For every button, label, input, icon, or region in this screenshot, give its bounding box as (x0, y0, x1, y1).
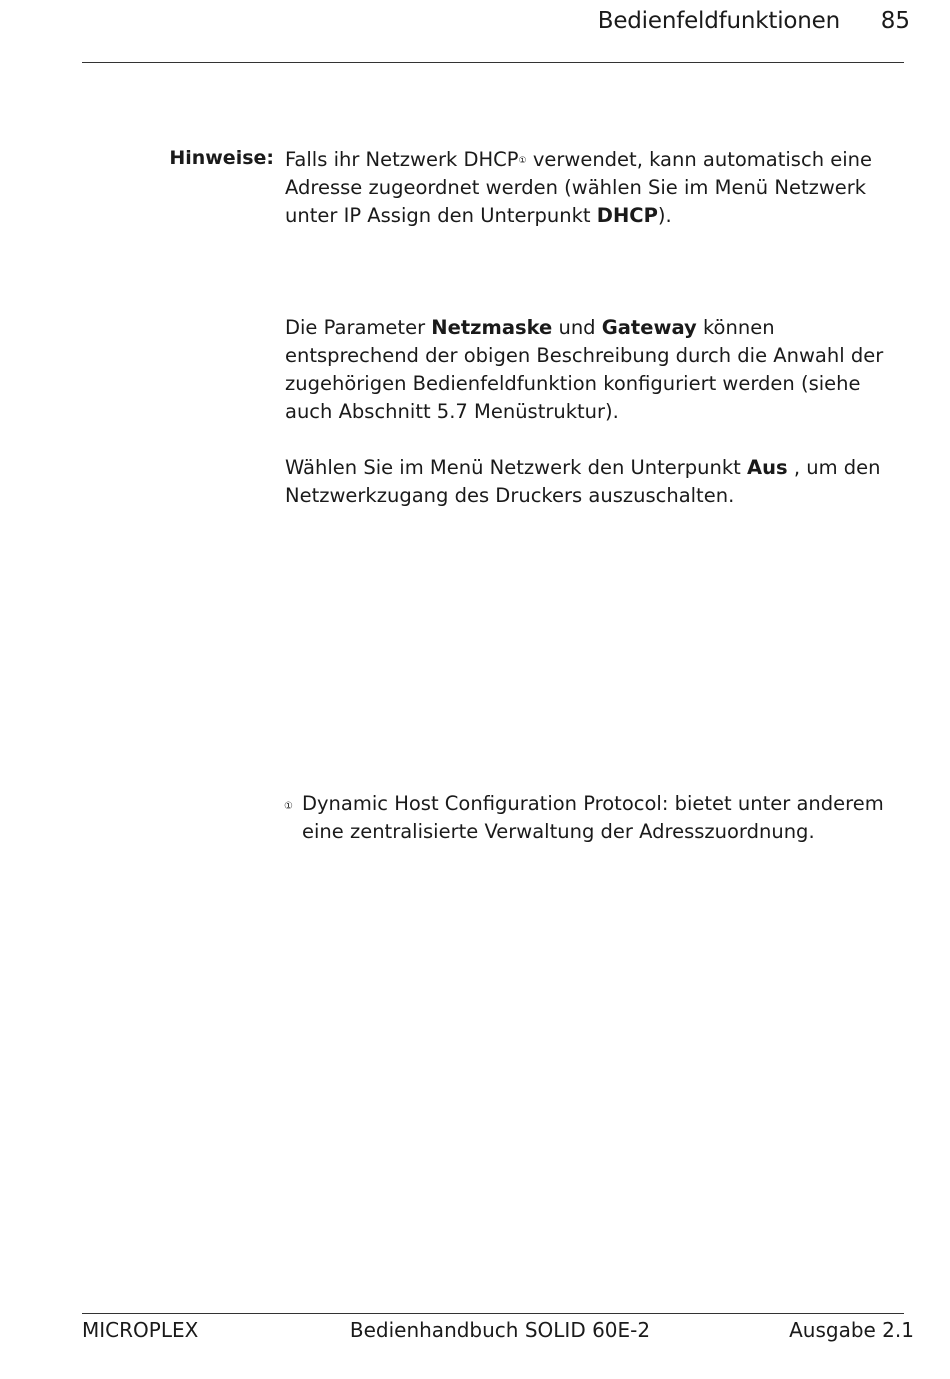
note-text: und (552, 316, 602, 339)
note-bold-term: Netzmaske (431, 316, 553, 339)
header-title: Bedienfeldfunktionen (597, 8, 840, 34)
footnote-line-2 (284, 818, 894, 846)
note-text: Die Parameter (285, 316, 432, 339)
header-divider (82, 62, 904, 63)
footnote-text: Dynamic Host Configuration Protocol: bietet unter anderem (302, 792, 884, 815)
note-text: ). (657, 204, 672, 227)
footnote (284, 790, 894, 846)
notes-label: Hinweise: (169, 147, 274, 169)
note-bold-term: DHCP (596, 204, 658, 227)
footnote-text: eine zentralisierte Verwaltung der Adresszuordnung. (302, 820, 815, 843)
footer-manual-title: Bedienhandbuch SOLID 60E-2 (349, 1318, 651, 1342)
footnote-reference: ① (518, 156, 527, 166)
note-text: Wählen Sie im Menü Netzwerk den Unterpunkt (285, 456, 748, 479)
note-bold-term: Gateway (601, 316, 697, 339)
note-text: Falls ihr Netzwerk DHCP (285, 148, 519, 171)
page-number: 85 (880, 8, 910, 34)
footer-edition: Ausgabe 2.1 (789, 1318, 914, 1342)
footer-divider (82, 1313, 904, 1314)
footnote-line-1 (284, 790, 894, 818)
footnote-marker: ① (284, 801, 293, 812)
note-text: verwendet, kann automatisch eine Adresse zugeordnet werden (wählen Sie im Menü Netzwerk unter IP Assign den Unterpunkt (285, 148, 873, 227)
note-text: können entsprechend der obigen Beschreibung durch die Anwahl der zugehörigen Bedienfeldfunktion konfiguriert werden (siehe auch Abschnitt 5.7 Menüstruktur). (285, 316, 884, 423)
note-bold-term: Aus (747, 456, 788, 479)
note-paragraph-disable (285, 454, 895, 510)
footer-publisher: MICROPLEX (82, 1318, 199, 1342)
note-paragraph-parameters (285, 314, 895, 426)
note-paragraph-dhcp (285, 146, 895, 230)
note-text: , um den Netzwerkzugang des Druckers auszuschalten. (285, 456, 881, 507)
